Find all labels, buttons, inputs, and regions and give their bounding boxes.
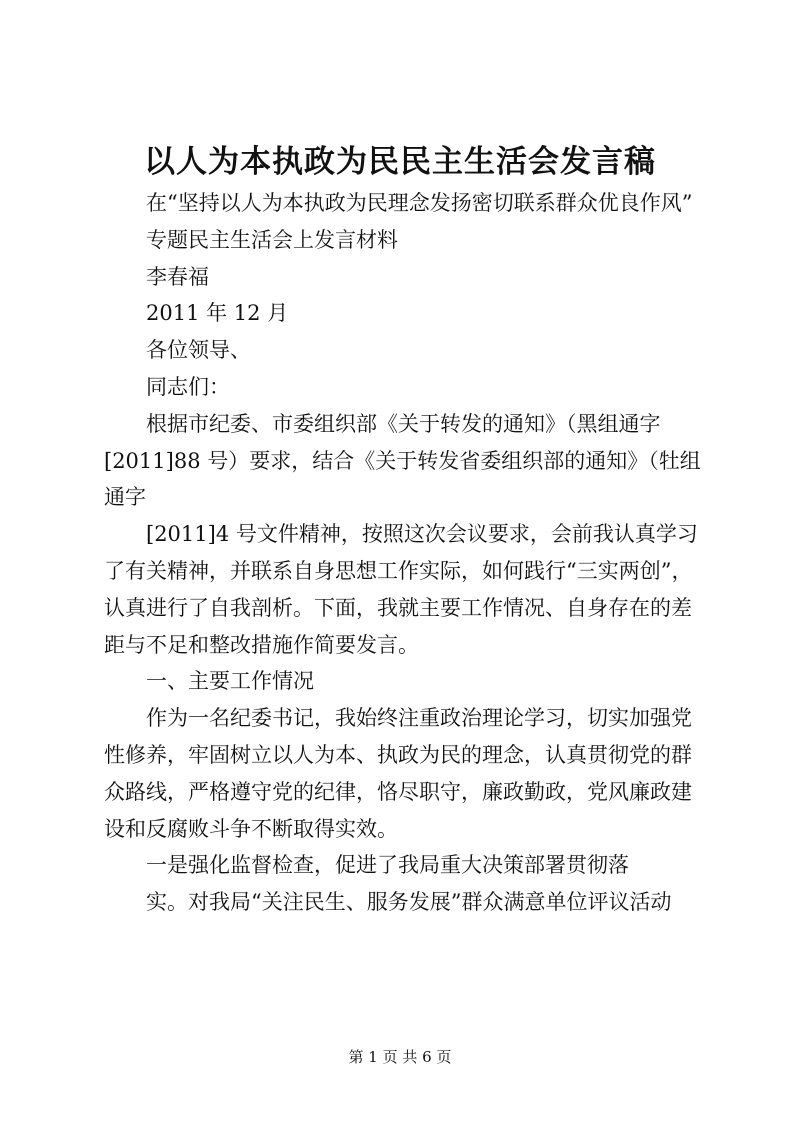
body-line: [2011]88 号）要求，结合《关于转发省委组织部的通知》（牡组: [104, 448, 701, 473]
date-line: 2011 年 12 月: [146, 301, 289, 326]
body-line: 距与不足和整改措施作简要发言。: [104, 632, 419, 657]
body-line: 根据市纪委、市委组织部《关于转发的通知》（黑组通字: [146, 411, 661, 436]
body-line: 设和反腐败斗争不断取得实效。: [104, 816, 398, 841]
page-footer: 第 1 页 共 6 页: [348, 1048, 452, 1066]
body-line: 作为一名纪委书记，我始终注重政治理论学习，切实加强党: [146, 706, 692, 731]
body-line: 众路线，严格遵守党的纪律，恪尽职守，廉政勤政，党风廉政建: [104, 779, 692, 804]
salutation-line: 各位领导、: [146, 338, 251, 363]
body-line: 性修养，牢固树立以人为本、执政为民的理念，认真贯彻党的群: [104, 742, 692, 767]
document-title: 以人为本执政为民民主生活会发言稿: [144, 144, 656, 180]
body-line: 了有关精神，并联系自身思想工作实际，如何践行“三实两创”，: [104, 558, 693, 583]
body-line: 实。对我局“关注民生、服务发展”群众满意单位评议活动: [146, 890, 672, 915]
section-heading: 一、主要工作情况: [146, 669, 314, 694]
body-line: 在“坚持以人为本执政为民理念发扬密切联系群众优良作风”: [146, 191, 693, 215]
body-line: 专题民主生活会上发言材料: [146, 227, 398, 252]
body-line: 一是强化监督检查，促进了我局重大决策部署贯彻落: [146, 853, 629, 878]
salutation-line: 同志们：: [146, 374, 230, 399]
author-line: 李春福: [146, 264, 209, 289]
document-body: [104, 185, 704, 921]
body-line: 认真进行了自我剖析。下面，我就主要工作情况、自身存在的差: [104, 595, 692, 620]
body-line: [2011]4 号文件精神，按照这次会议要求，会前我认真学习: [146, 522, 698, 547]
body-line: 通字: [104, 485, 146, 510]
